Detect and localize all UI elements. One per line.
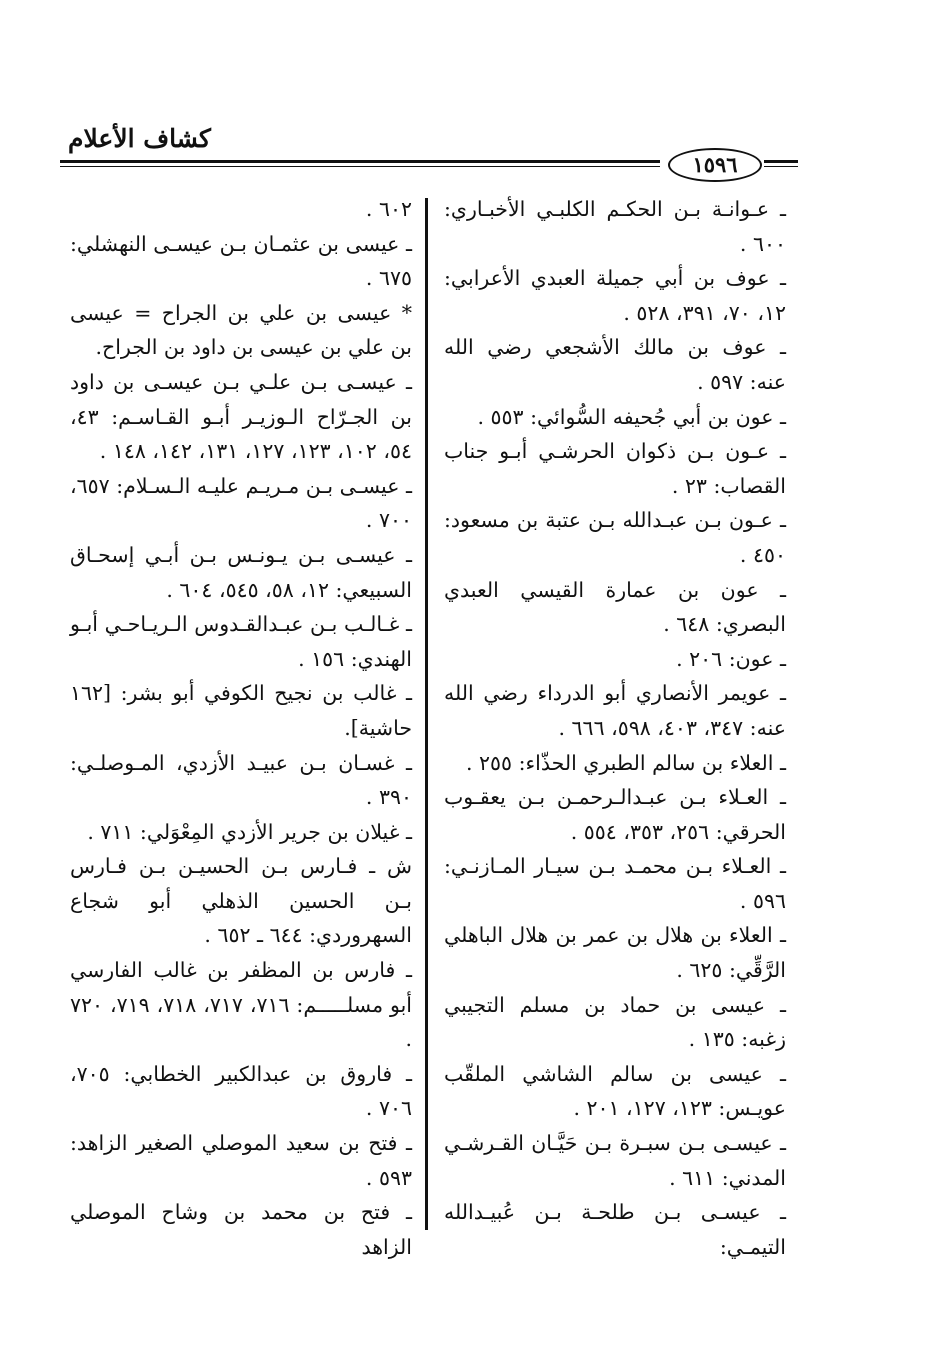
column-divider [425,198,428,1230]
index-entry: ـ عيسـى بـن يـونـس بـن أبـي إسحـاق السبيعي: ١٢، ٥٨، ٥٤٥، ٦٠٤ . [70,542,412,602]
index-entry: ـ العلاء بن هلال بن عمر بن هلال الباهلي الرَّقِّي: ٦٢٥ . [444,923,786,983]
page-header [60,118,800,188]
header-rule-short-thin [764,166,798,167]
index-entry: ـ عيسى بن عثمـان بـن عيسـى النهشلي: ٦٧٥ . [70,231,412,291]
index-entry: ـ غسـان بـن عبيـد الأزدي، المـوصلـي: ٣٩٠ . [70,750,412,810]
index-entry: ش ـ فـارس بـن الحسيـن بـن فـارس بـن الحسين الذهلي أبو شجاع السهروردي: ٦٤٤ ـ ٦٥٢ . [70,854,412,948]
index-entry: ـ عيسى بن حماد بن مسلم التجيبي زغبه: ١٣٥ . [444,992,786,1052]
index-entry: ـ فتح بن سعيد الموصلي الصغير الزاهد: ٥٩٣ . [70,1131,412,1190]
index-entry: ـ عيسى بن سالم الشاشي الملقّب عويـس: ١٢٣، ١٢٧، ٢٠١ . [444,1061,786,1121]
index-entry: ـ العـلاء بـن عبـدالـرحمـن بـن يعقـوب الحرقي: ٢٥٦، ٣٥٣، ٥٥٤ . [444,785,786,844]
index-entry: ـ عيسـى بـن علـي بـن عيسـى بن داود بن الجـرّاح الـوزيـر أبـو القـاسـم: ٤٣، ٥٤، ١٠٢، ١٢٣، ١٢٧، ١٣١، ١٤٢، ١٤٨ . [70,369,412,464]
page-number: ١٥٩٦ [668,148,762,182]
index-entry: ـ عون بن أبي جُحيفه السُّوائي: ٥٥٣ . [477,404,786,429]
running-title: كشاف الأعلام [68,124,211,153]
index-entry: ٦٠٢ . [365,197,412,221]
header-rule-thin [60,166,660,167]
index-entry: ـ فاروق بن عبدالكبير الخطابي: ٧٠٥، ٧٠٦ . [70,1061,412,1121]
index-entry: ـ عـون بـن ذكوان الحرشـي أبـو جناب القصاب: ٢٣ . [444,439,786,498]
index-entry: ـ فارس بن المظفر بن غالب الفارسي أبو مسلـــــم: ٧١٦، ٧١٧، ٧١٨، ٧١٩، ٧٢٠ . [70,958,412,1052]
index-entry: ـ العـلاء بـن محمـد بـن سيـار المـازنـي: ٥٩٦ . [444,854,786,913]
index-entry: ـ فتح بن محمد بن وشاح الموصلي الزاهد [70,1200,412,1259]
index-entry: ـ عون: ٢٠٦ . [676,646,786,671]
index-entry: ـ العلاء بن سالم الطبري الحذّاء: ٢٥٥ . [465,750,786,775]
index-entry: ـ عـون بـن عبـدالله بـن عتبة بن مسعود: ٤٥٠ . [444,508,786,567]
index-entry: ـ عـوانـة بـن الحكـم الكلبـي الأخبـاري: ٦٠٠ . [444,197,786,256]
index-entry: ـ غيلان بن جرير الأزدي المِعْوَلي: ٧١١ . [87,819,412,844]
right-column [444,192,786,1259]
index-entry: ـ عون بن عمارة القيسي العبدي البصري: ٦٤٨ . [444,577,786,637]
index-entry: ـ عيسـى بـن طلحـة بـن عُبيـدالله التيمـي: [444,1200,786,1259]
index-entry: ـ عويمر الأنصاري أبو الدرداء رضي الله عنه: ٣٤٧، ٤٠٣، ٥٩٨، ٦٦٦ . [444,681,786,740]
index-entry: ـ غالب بن نجيح الكوفي أبو بشر: [١٦٢ حاشية]. [70,681,412,740]
left-column [70,192,412,1259]
header-rule-short [764,160,798,163]
index-entry: ـ عوف بن أبي جميلة العبدي الأعرابي: ١٢، ٧٠، ٣٩١، ٥٢٨ . [444,266,786,325]
index-entry: ـ عوف بن مالك الأشجعي رضي الله عنه: ٥٩٧ . [444,335,786,394]
index-entry: * عيسى بن علي بن الجراح = عيسى بن علي بن عيسى بن داود بن الجراح. [70,300,412,360]
header-rule [60,160,660,163]
index-entry: ـ غـالـب بـن عبـدالقـدوس الـريـاحـي أبـو الهندي: ١٥٦ . [70,612,412,671]
index-entry: ـ عيسـى بـن مـريـم عليـه الـسـلام: ٦٥٧، ٧٠٠ . [70,473,412,533]
index-entry: ـ عيسـى بـن سبـرة بـن حَيَّـان القـرشـي المدني: ٦١١ . [444,1131,786,1190]
